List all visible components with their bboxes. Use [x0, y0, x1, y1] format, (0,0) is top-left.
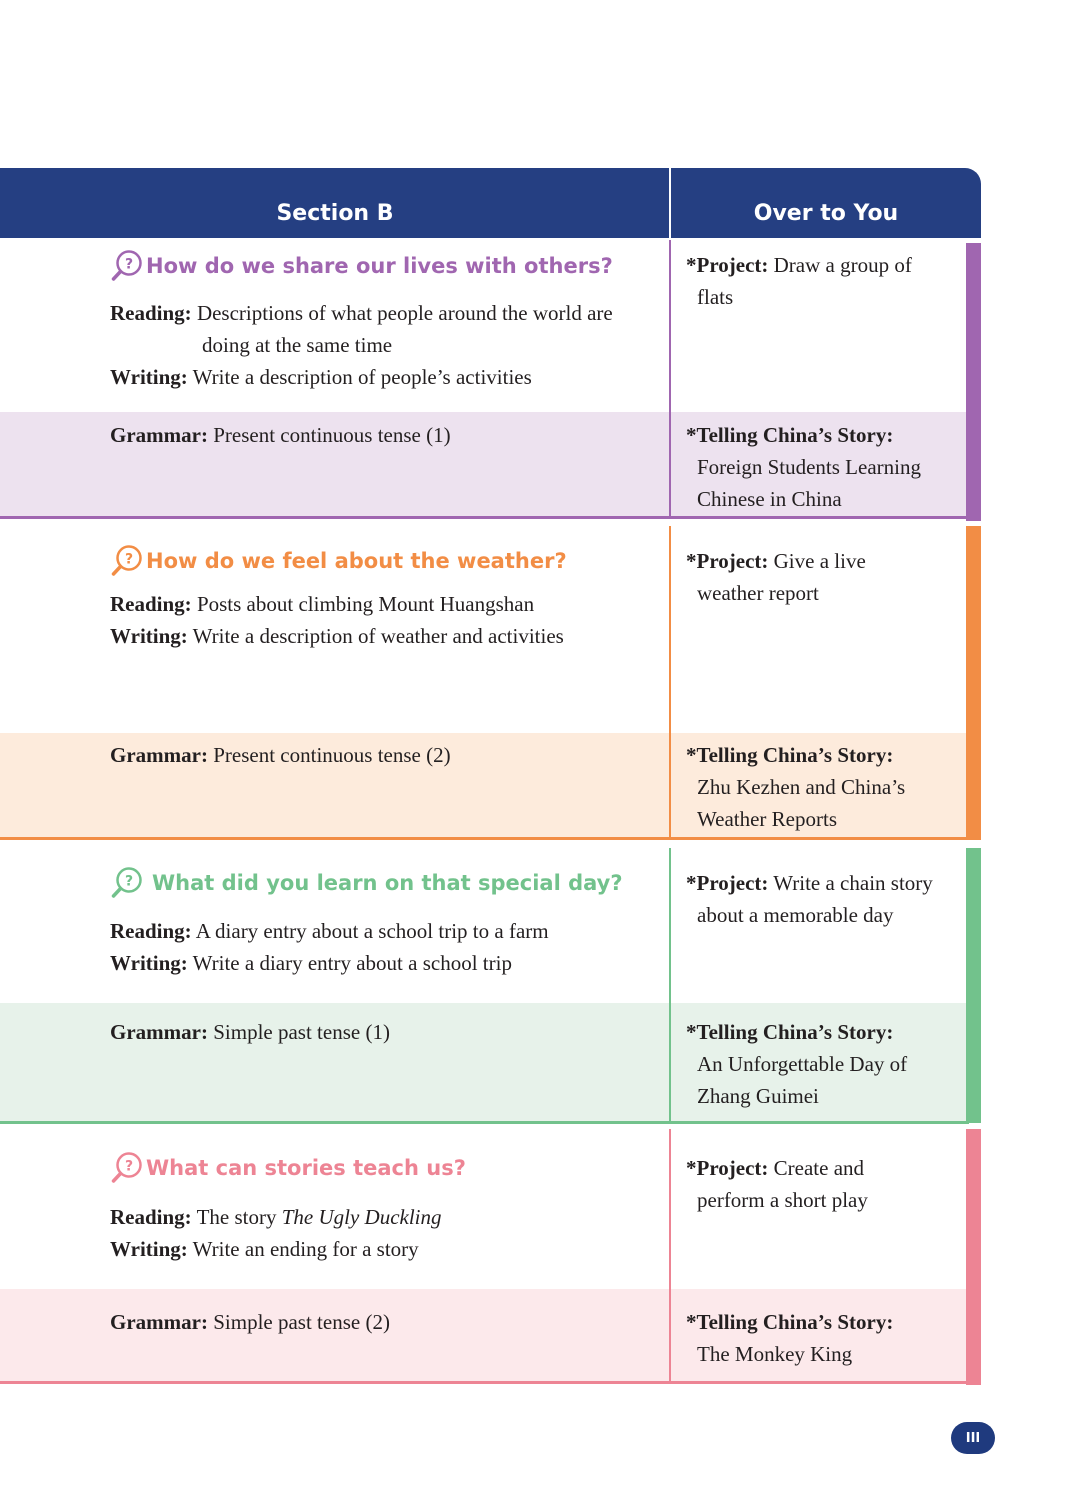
svg-text:?: ?	[124, 873, 134, 890]
story-block	[686, 1306, 893, 1370]
reading-text: The story	[196, 1205, 282, 1229]
story-block	[686, 1016, 907, 1112]
question-magnifier-icon	[110, 249, 144, 283]
reading-label: Reading:	[110, 592, 192, 616]
grammar-line	[110, 739, 451, 771]
column-divider	[669, 1129, 671, 1383]
project-text-continued: weather report	[697, 581, 819, 605]
unit-bottom-rule	[0, 516, 969, 519]
story-title: An Unforgettable Day of	[697, 1052, 908, 1076]
writing-line	[110, 361, 532, 393]
grammar-text: Simple past tense (1)	[213, 1020, 390, 1044]
reading-line-continued: doing at the same time	[202, 333, 393, 357]
grammar-line	[110, 419, 451, 451]
project-label: *Project:	[686, 549, 769, 573]
question-text: How do we feel about the weather?	[146, 549, 567, 573]
grammar-label: Grammar:	[110, 423, 208, 447]
question-text: What can stories teach us?	[146, 1156, 466, 1180]
unit-color-bar	[966, 243, 981, 521]
writing-line	[110, 620, 564, 652]
project-block	[686, 1152, 868, 1216]
project-text-continued: about a memorable day	[697, 903, 894, 927]
unit-bottom-rule	[0, 837, 969, 840]
grammar-label: Grammar:	[110, 1020, 208, 1044]
story-label: *Telling China’s Story:	[686, 743, 894, 767]
svg-text:?: ?	[124, 256, 134, 273]
grammar-label: Grammar:	[110, 1310, 208, 1334]
column-divider	[669, 848, 671, 1123]
reading-line	[110, 588, 534, 620]
unit-color-bar	[966, 526, 981, 840]
reading-line	[110, 297, 613, 329]
question-magnifier-icon	[110, 544, 144, 578]
project-block	[686, 867, 933, 931]
question-magnifier-icon	[110, 866, 144, 900]
reading-line	[110, 1201, 442, 1233]
column-divider	[669, 240, 671, 518]
story-title-continued: Zhang Guimei	[697, 1084, 819, 1108]
story-title-continued: Weather Reports	[697, 807, 838, 831]
writing-text: Write a diary entry about a school trip	[192, 951, 512, 975]
reading-label: Reading:	[110, 301, 192, 325]
page-number-badge: III	[951, 1422, 995, 1454]
project-block	[686, 249, 912, 313]
story-title: The Monkey King	[697, 1342, 853, 1366]
writing-text: Write a description of weather and activities	[192, 624, 564, 648]
project-text: Draw a group of	[773, 253, 912, 277]
project-label: *Project:	[686, 253, 769, 277]
project-text-continued: perform a short play	[697, 1188, 868, 1212]
reading-text: A diary entry about a school trip to a farm	[195, 919, 549, 943]
reading-label: Reading:	[110, 919, 192, 943]
unit-question	[110, 544, 567, 578]
project-text: Give a live	[773, 549, 866, 573]
reading-text: Descriptions of what people around the world are	[196, 301, 613, 325]
story-label: *Telling China’s Story:	[686, 423, 894, 447]
reading-text: Posts about climbing Mount Huangshan	[196, 592, 535, 616]
project-label: *Project:	[686, 1156, 769, 1180]
svg-text:?: ?	[124, 1158, 134, 1175]
writing-line	[110, 1233, 419, 1265]
project-block	[686, 545, 866, 609]
grammar-text: Present continuous tense (1)	[213, 423, 451, 447]
grammar-label: Grammar:	[110, 743, 208, 767]
question-text: What did you learn on that special day?	[152, 871, 623, 895]
unit-bottom-rule	[0, 1121, 969, 1124]
writing-label: Writing:	[110, 951, 188, 975]
over-to-you-heading: Over to You	[753, 201, 899, 226]
project-text: Write a chain story	[773, 871, 933, 895]
grammar-text: Simple past tense (2)	[213, 1310, 390, 1334]
story-title: Zhu Kezhen and China’s	[697, 775, 906, 799]
table-header	[0, 168, 981, 238]
story-block	[686, 739, 905, 835]
writing-text: Write a description of people’s activities	[192, 365, 532, 389]
unit-color-bar	[966, 1129, 981, 1385]
story-title: Foreign Students Learning	[697, 455, 921, 479]
writing-line	[110, 947, 512, 979]
writing-label: Writing:	[110, 624, 188, 648]
section-b-heading: Section B	[276, 201, 394, 226]
grammar-line	[110, 1016, 390, 1048]
question-text: How do we share our lives with others?	[146, 254, 613, 278]
story-title-continued: Chinese in China	[697, 487, 842, 511]
grammar-line	[110, 1306, 390, 1338]
story-label: *Telling China’s Story:	[686, 1020, 894, 1044]
reading-label: Reading:	[110, 1205, 192, 1229]
grammar-text: Present continuous tense (2)	[213, 743, 451, 767]
svg-text:?: ?	[124, 551, 134, 568]
question-magnifier-icon	[110, 1151, 144, 1185]
story-block	[686, 419, 921, 515]
unit-question	[110, 249, 613, 283]
unit-question	[110, 866, 623, 900]
writing-label: Writing:	[110, 1237, 188, 1261]
column-divider	[669, 526, 671, 839]
unit-bottom-rule	[0, 1381, 969, 1384]
writing-label: Writing:	[110, 365, 188, 389]
project-text-continued: flats	[697, 285, 734, 309]
unit-color-bar	[966, 848, 981, 1123]
project-text: Create and	[773, 1156, 865, 1180]
reading-line	[110, 915, 549, 947]
writing-text: Write an ending for a story	[192, 1237, 419, 1261]
project-label: *Project:	[686, 871, 769, 895]
story-label: *Telling China’s Story:	[686, 1310, 894, 1334]
reading-book-title: The Ugly Duckling	[281, 1205, 442, 1229]
unit-question	[110, 1151, 466, 1185]
